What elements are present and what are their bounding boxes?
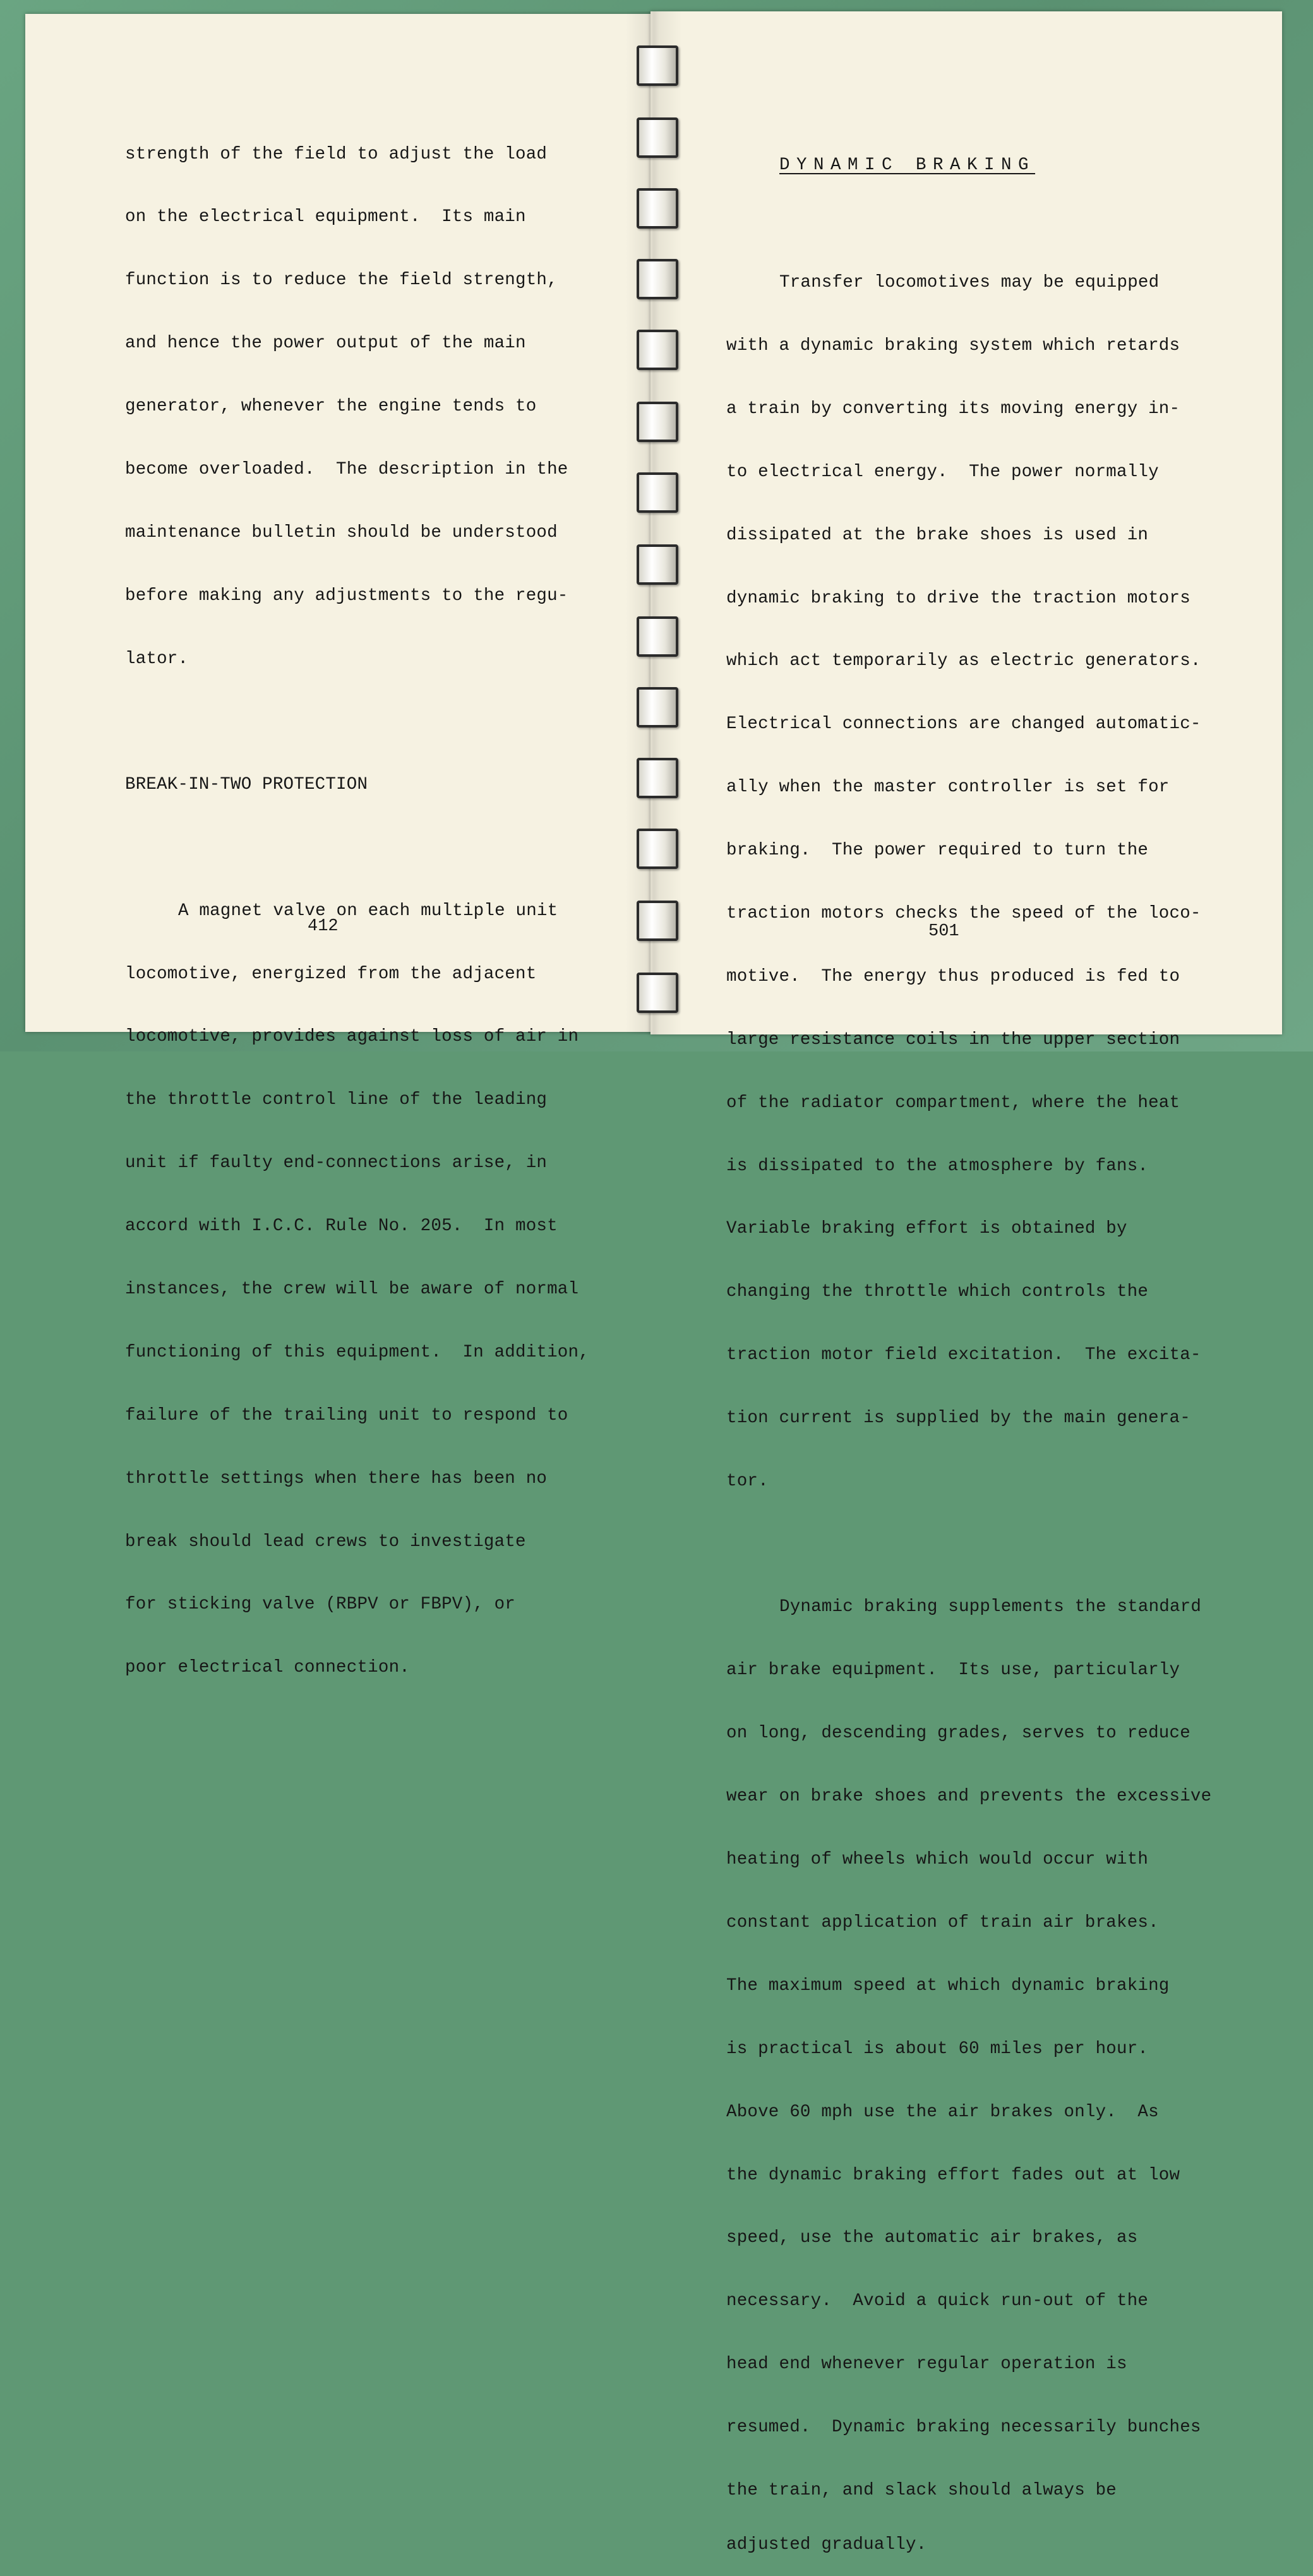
text-line: functioning of this equipment. In addition, (125, 1342, 589, 1362)
text-line: of the radiator compartment, where the heat (726, 1093, 1180, 1113)
left-page-text (125, 102, 589, 1699)
text-line: the dynamic braking effort fades out at low (726, 2165, 1180, 2185)
text-line: locomotive, energized from the adjacent (125, 964, 537, 984)
text-line: the throttle control line of the leading (125, 1090, 548, 1110)
text-line: Transfer locomotives may be equipped (779, 273, 1160, 293)
binding-coil (637, 472, 678, 513)
text-line: throttle settings when there has been no (125, 1468, 548, 1489)
section-heading (726, 155, 1211, 176)
binding-coil (637, 973, 678, 1013)
page-number-right: 501 (928, 922, 959, 941)
text-line: a train by converting its moving energy in- (726, 398, 1180, 419)
page-number-left: 412 (308, 917, 339, 936)
text-line: is dissipated to the atmosphere by fans. (726, 1156, 1149, 1176)
text-line: unit if faulty end-connections arise, in (125, 1153, 548, 1173)
text-line: the train, and slack should always be (726, 2480, 1117, 2500)
text-line: Electrical connections are changed automatic- (726, 714, 1201, 734)
binding-coil (637, 188, 678, 229)
section-heading: BREAK-IN-TWO PROTECTION (125, 775, 368, 795)
text-line: tion current is supplied by the main genera- (726, 1408, 1190, 1429)
text-line: break should lead crews to investigate (125, 1531, 526, 1552)
text-line: tor. (726, 1471, 769, 1491)
text-line: adjusted gradually. (726, 2534, 927, 2555)
text-line: traction motor field excitation. The excita- (726, 1345, 1201, 1365)
text-line: for sticking valve (RBPV or FBPV), or (125, 1595, 515, 1615)
binding-coil (637, 402, 678, 442)
text-line: constant application of train air brakes. (726, 1912, 1159, 1932)
binding-coil (637, 330, 678, 370)
text-line: before making any adjustments to the regu- (125, 585, 568, 606)
right-page-text (726, 112, 1211, 2576)
text-line: to electrical energy. The power normally (726, 462, 1159, 482)
text-line: which act temporarily as electric generators. (726, 651, 1201, 671)
text-line: motive. The energy thus produced is fed to (726, 966, 1180, 986)
binding-coil (637, 829, 678, 869)
heading-dynamic-braking: DYNAMIC BRAKING (779, 155, 1036, 175)
binding-coil (637, 901, 678, 941)
text-line: speed, use the automatic air brakes, as (726, 2228, 1138, 2248)
text-line: braking. The power required to turn the (726, 841, 1149, 861)
text-line: and hence the power output of the main (125, 333, 526, 354)
text-line: failure of the trailing unit to respond to (125, 1405, 568, 1425)
text-line: head end whenever regular operation is (726, 2354, 1127, 2375)
text-line: become overloaded. The description in the (125, 460, 568, 480)
text-line: locomotive, provides against loss of air in (125, 1027, 579, 1047)
text-line: wear on brake shoes and prevents the excessive (726, 1787, 1212, 1807)
binding-coil (637, 616, 678, 657)
binding-coil (637, 687, 678, 728)
binding-coil (637, 45, 678, 86)
text-line: with a dynamic braking system which retards (726, 335, 1180, 356)
text-line: large resistance coils in the upper section (726, 1029, 1180, 1050)
text-line: accord with I.C.C. Rule No. 205. In most (125, 1216, 558, 1237)
text-line: function is to reduce the field strength, (125, 270, 558, 291)
text-line: on the electrical equipment. Its main (125, 207, 526, 227)
binding-coil (637, 758, 678, 798)
text-line: The maximum speed at which dynamic braking (726, 1975, 1170, 1996)
text-line: Variable braking effort is obtained by (726, 1219, 1127, 1239)
text-line: A magnet valve on each multiple unit (178, 901, 558, 921)
text-line: poor electrical connection. (125, 1658, 410, 1678)
text-line: on long, descending grades, serves to reduce (726, 1723, 1190, 1744)
text-line: lator. (125, 649, 189, 669)
text-line: dynamic braking to drive the traction motors (726, 588, 1190, 608)
text-line: Dynamic braking supplements the standard (779, 1597, 1202, 1617)
text-line: resumed. Dynamic braking necessarily bunches (726, 2417, 1201, 2438)
text-line: air brake equipment. Its use, particularly (726, 1660, 1180, 1680)
text-line: traction motors checks the speed of the loco- (726, 903, 1201, 923)
text-line: generator, whenever the engine tends to (125, 397, 537, 417)
text-line: changing the throttle which controls the (726, 1282, 1149, 1302)
text-line: is practical is about 60 miles per hour. (726, 2039, 1149, 2059)
text-line: maintenance bulletin should be understood (125, 522, 558, 542)
spiral-binding (632, 0, 682, 1051)
text-line: heating of wheels which would occur with (726, 1850, 1149, 1870)
binding-coil (637, 259, 678, 299)
text-line: dissipated at the brake shoes is used in (726, 525, 1149, 545)
binding-coil (637, 117, 678, 158)
text-line: necessary. Avoid a quick run-out of the (726, 2291, 1149, 2311)
text-line: instances, the crew will be aware of normal (125, 1279, 579, 1300)
text-line: Above 60 mph use the air brakes only. As (726, 2102, 1159, 2122)
text-line: ally when the master controller is set for (726, 777, 1170, 798)
text-line: strength of the field to adjust the load (125, 144, 548, 164)
binding-coil (637, 544, 678, 585)
